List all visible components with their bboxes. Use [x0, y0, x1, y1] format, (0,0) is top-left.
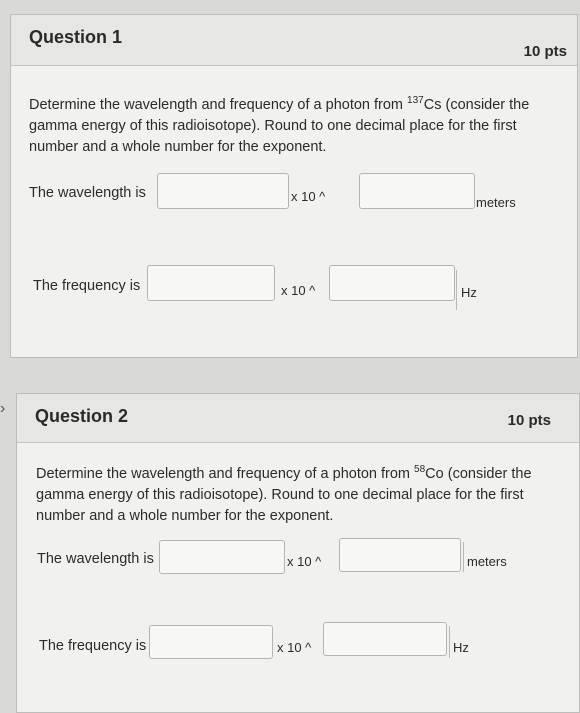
- unit-divider: [463, 542, 464, 572]
- unit-divider: [449, 626, 450, 658]
- prompt-text: Determine the wavelength and frequency of a photon from: [29, 97, 408, 113]
- isotope-mass-number: 137: [407, 95, 424, 107]
- prompt-text-rest: Co (consider the gamma energy of this radioisotope). Round to one decimal place for the first number and a whole number for the exponent.: [36, 466, 532, 524]
- frequency-unit: Hz: [461, 285, 477, 300]
- wavelength-unit: meters: [467, 554, 507, 569]
- isotope-mass-number: 58: [414, 464, 426, 476]
- frequency-times-ten: x 10 ^: [281, 283, 316, 298]
- chevron-right-icon[interactable]: ›: [0, 400, 6, 417]
- wavelength-label: The wavelength is: [37, 551, 154, 567]
- frequency-label: The frequency is: [39, 638, 147, 654]
- frequency-exponent-input[interactable]: [323, 622, 447, 656]
- question-title: Question 2: [35, 406, 129, 426]
- wavelength-label: The wavelength is: [29, 185, 146, 201]
- question-card-2: [16, 393, 580, 713]
- wavelength-times-ten: x 10 ^: [287, 554, 322, 569]
- question-card-1: [10, 14, 578, 358]
- wavelength-exponent-input[interactable]: [359, 173, 475, 209]
- wavelength-exponent-input[interactable]: [339, 538, 461, 572]
- question-points: 10 pts: [523, 43, 567, 60]
- frequency-unit: Hz: [453, 640, 469, 655]
- prompt-text-rest: Cs (consider the gamma energy of this radioisotope). Round to one decimal place for the first number and a whole number for the exponent.: [29, 97, 530, 155]
- frequency-value-input[interactable]: [149, 625, 273, 659]
- question-title: Question 1: [29, 27, 123, 47]
- question-prompt: [29, 95, 559, 158]
- frequency-times-ten: x 10 ^: [277, 640, 312, 655]
- prompt-text: Determine the wavelength and frequency of a photon from: [36, 466, 415, 482]
- wavelength-value-input[interactable]: [157, 173, 289, 209]
- wavelength-unit: meters: [476, 195, 516, 210]
- frequency-value-input[interactable]: [147, 265, 275, 301]
- question-points: 10 pts: [507, 412, 551, 429]
- question-prompt: [36, 464, 556, 527]
- wavelength-times-ten: x 10 ^: [291, 189, 326, 204]
- unit-divider: [456, 270, 457, 310]
- wavelength-value-input[interactable]: [159, 540, 285, 574]
- frequency-exponent-input[interactable]: [329, 265, 455, 301]
- frequency-label: The frequency is: [33, 278, 141, 294]
